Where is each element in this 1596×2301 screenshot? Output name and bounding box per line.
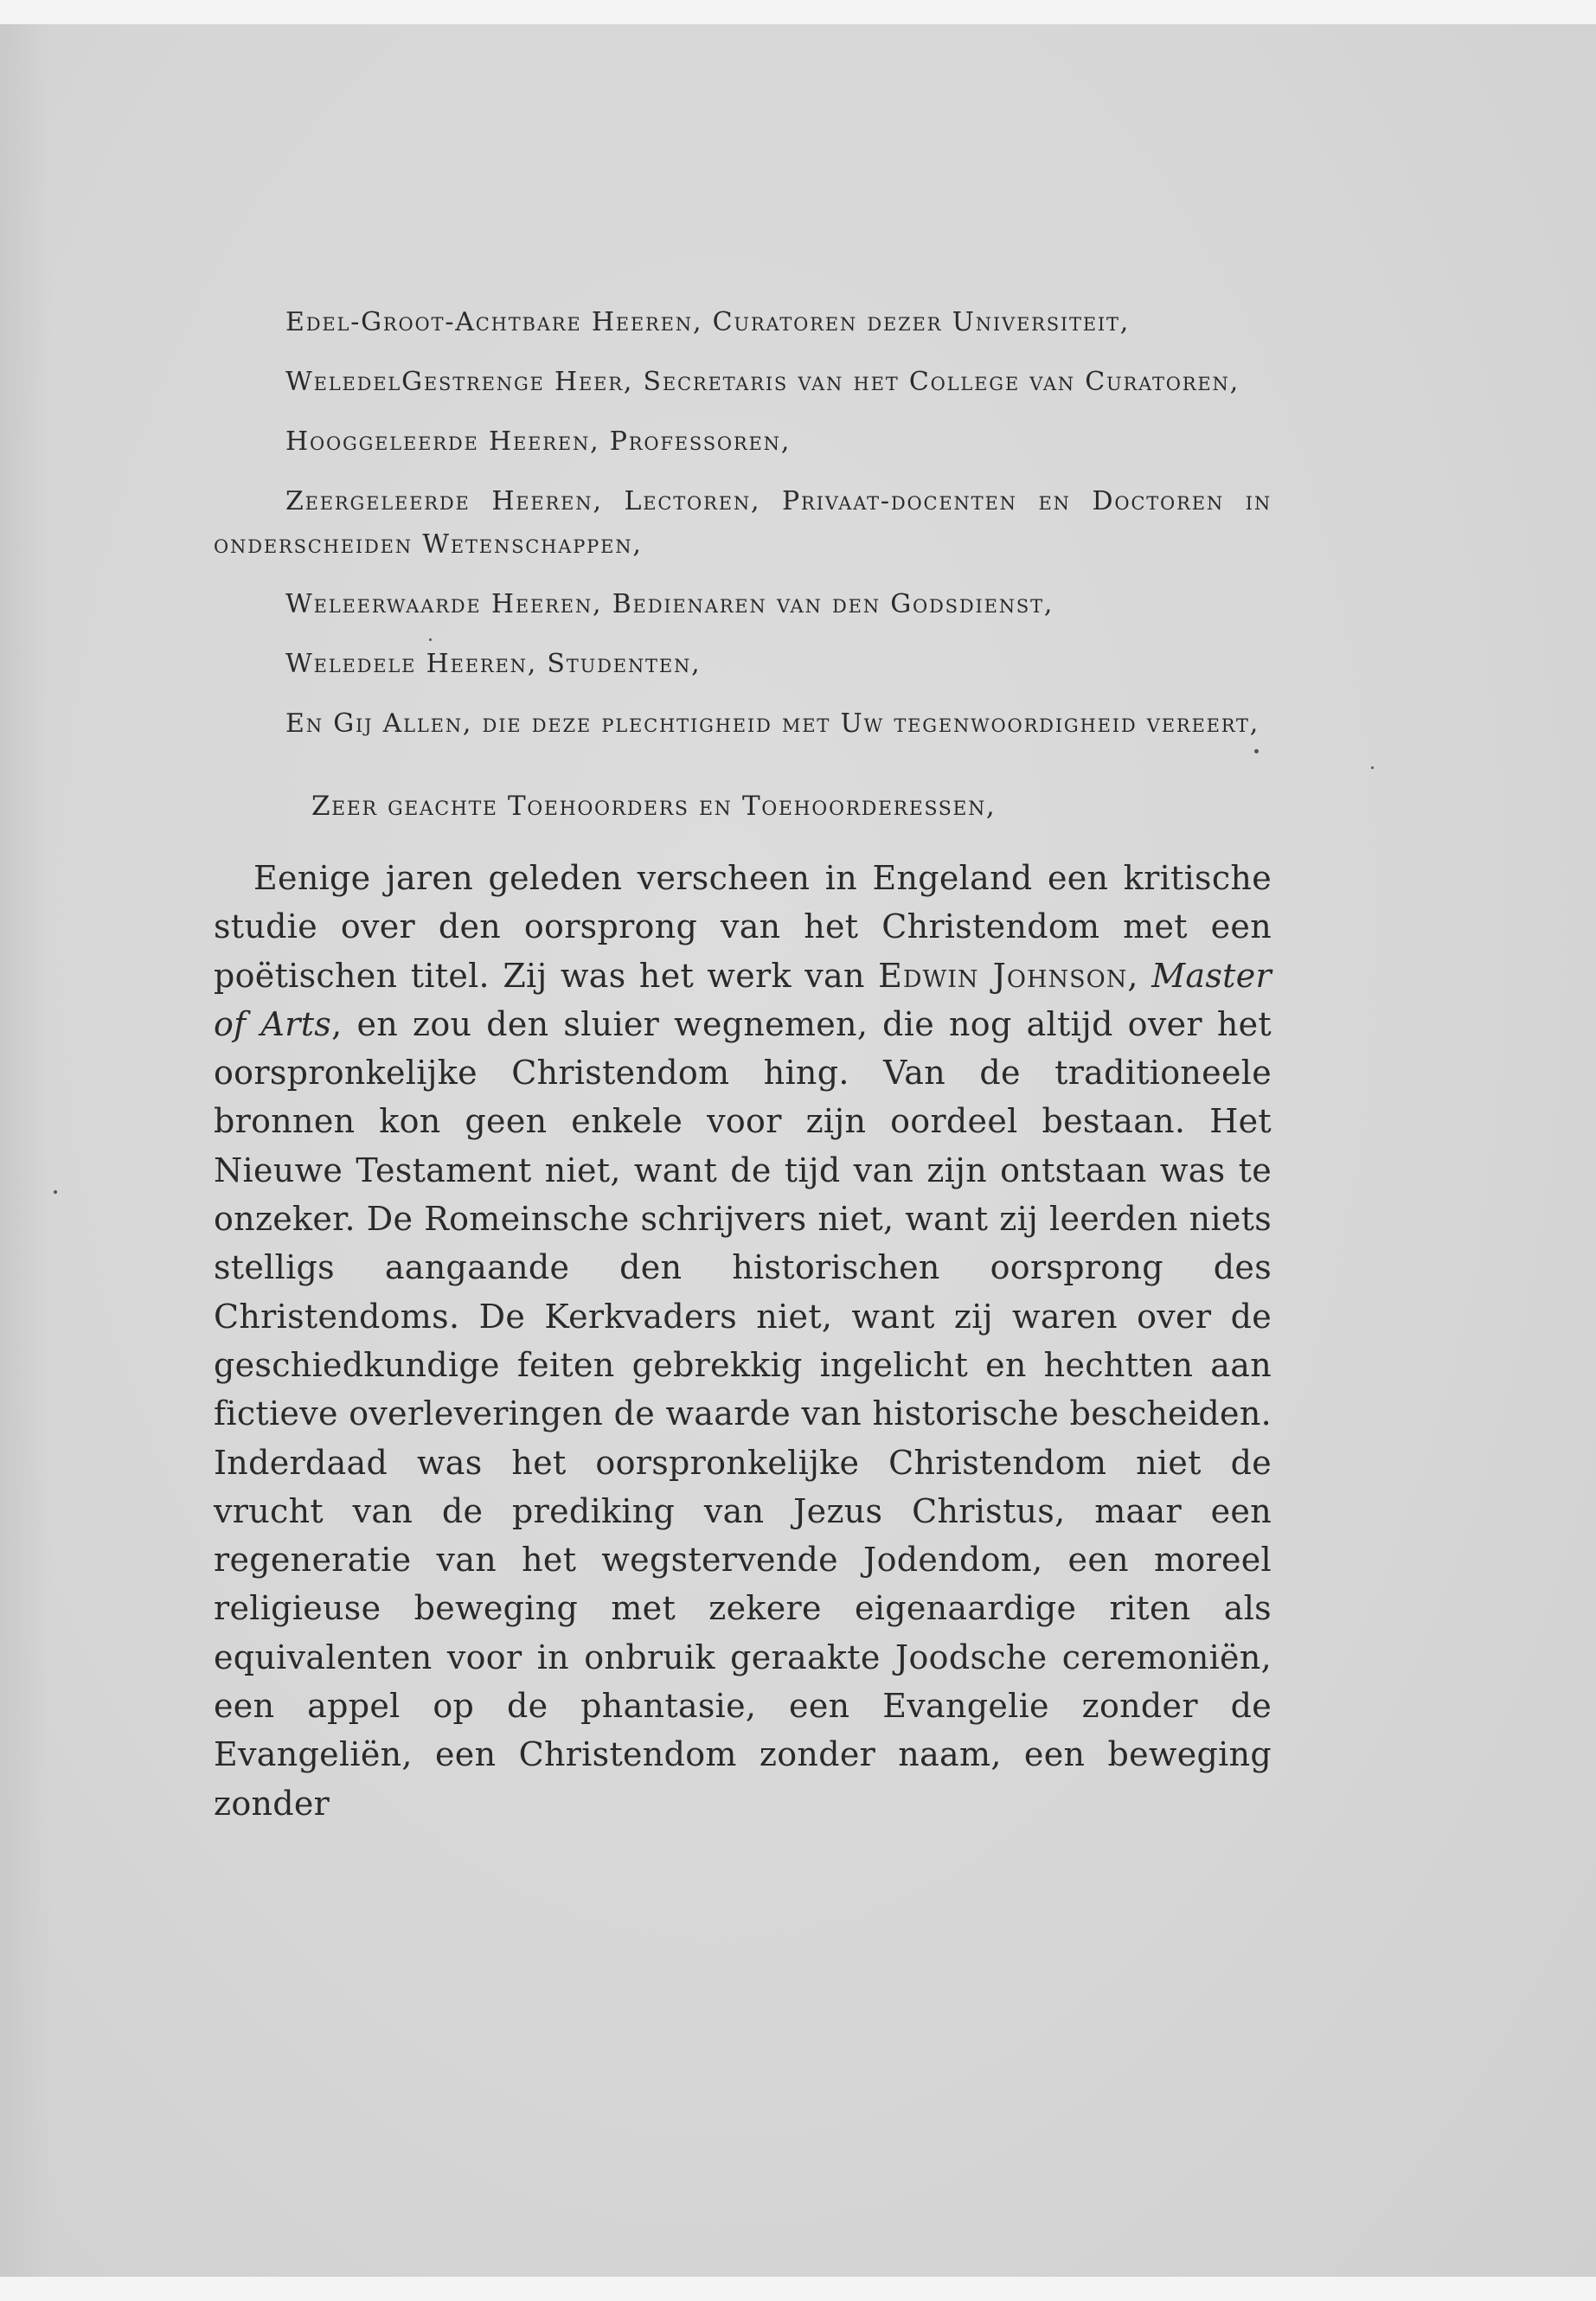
print-speck [429,638,432,641]
page-spine-shadow [0,24,52,2277]
author-degree: Master of Arts [214,956,1272,1043]
address-secretaris: WeledelGestrenge Heer, Secretaris van het College van Curatoren, [285,367,1240,397]
address-professoren: Hooggeleerde Heeren, Professoren, [285,426,792,457]
print-speck [1371,766,1374,769]
address-studenten: Weledele Heeren, Studenten, [285,649,702,679]
print-speck [1254,749,1259,753]
body-text-part-1: Eenige jaren geleden verscheen in Engeland een kritische studie over den oorsprong van het Christendom met een poëtischen titel. Zij was het werk van [214,859,1272,995]
address-allen: En Gij Allen, die deze plechtigheid met Uw tegenwoordigheid vereert, [285,708,1260,739]
book-page [0,24,1596,2277]
body-paragraph [214,854,1272,1828]
address-curatoren: Edel-Groot-Achtbare Heeren, Curatoren dezer Universiteit, [285,307,1131,337]
body-comma: , [1127,956,1152,995]
text-block [214,301,1272,1828]
salutation: Zeer geachte Toehoorders en Toehoorderessen, [311,791,997,822]
print-speck [54,1190,57,1194]
address-bedienaren: Weleerwaarde Heeren, Bedienaren van den Godsdienst, [285,589,1054,619]
address-lectoren: Zeergeleerde Heeren, Lectoren, Privaat-docenten en Doctoren in onderscheiden Wetenschappen, [214,486,1272,560]
body-text-part-2: , en zou den sluier wegnemen, die nog altijd over het oorspronkelijke Christendom hing. Van de traditioneele bronnen kon geen enkele voor zijn oordeel bestaan. Het Nieuwe Testament niet, want de tijd van zijn ontstaan was te onzeker. De Romeinsche schrijvers niet, want zij leerden niets stelligs aangaande den historischen oorsprong des Christendoms. De Kerkvaders niet, want zij waren over de geschiedkundige feiten gebrekkig ingelicht en hechtten aan fictieve overleveringen de waarde van historische bescheiden. Inderdaad was het oorspronkelijke Christendom niet de vrucht van de prediking van Jezus Christus, maar een regeneratie van het wegstervende Jodendom, een moreel religieuse beweging met zekere eigenaardige riten als equivalenten voor in onbruik geraakte Joodsche ceremoniën, een appel op de phantasie, een Evangelie zonder de Evangeliën, een Christendom zonder naam, een beweging zonder [214,1004,1272,1823]
author-name: Edwin Johnson [878,956,1128,995]
